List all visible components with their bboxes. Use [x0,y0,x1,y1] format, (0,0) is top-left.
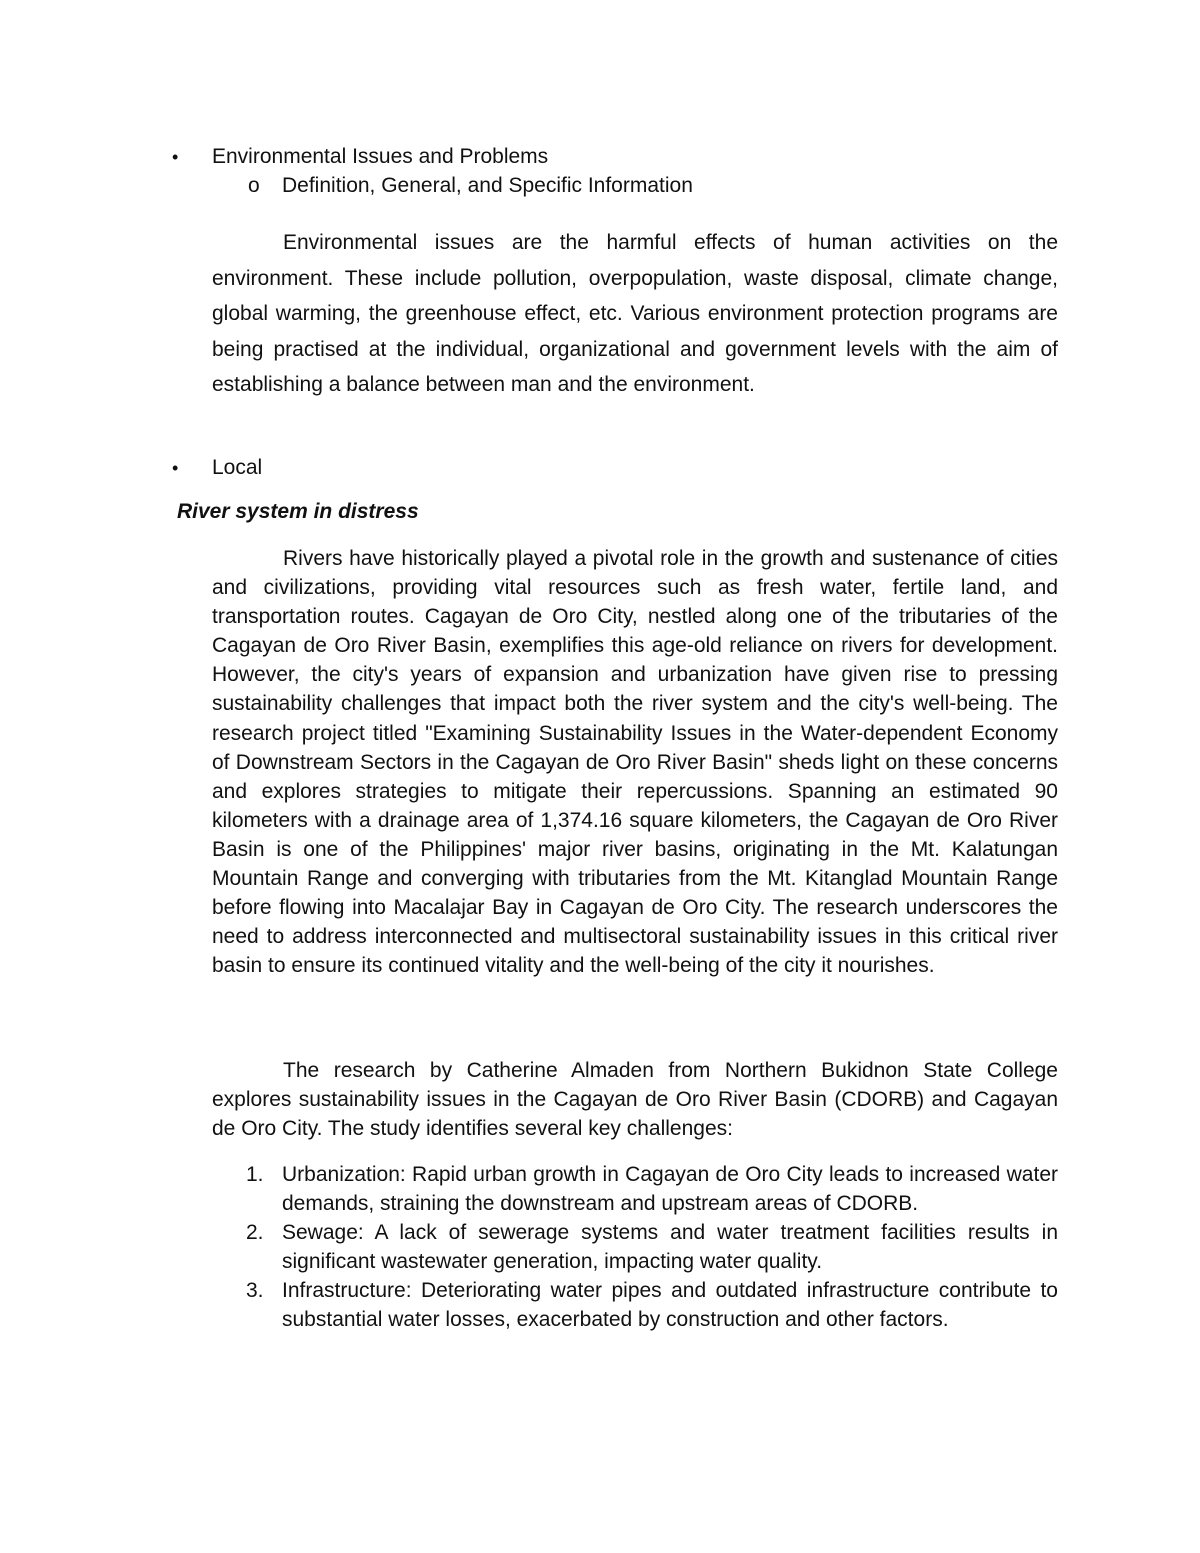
outline-bullet-environmental-issues [172,142,1062,172]
list-item-number: 3. [246,1279,264,1303]
definition-paragraph: Environmental issues are the harmful effects of human activities on the environment. These include pollution, overpopulation, waste disposal, climate change, global warming, the greenhouse effect, etc. Various environment protection programs are being practised at the individual, organizational and government levels with the aim of establishing a balance between man and the environment. [212,231,1058,397]
body-paragraph-river-system: Rivers have historically played a pivotal role in the growth and sustenance of cities and civilizations, providing vital resources such as fresh water, fertile land, and transportation routes. Cagayan de Oro City, nestled along one of the tributaries of the Cagayan de Oro River Basin, exemplifies this age-old reliance on rivers for development. However, the city's years of expansion and urbanization have given rise to pressing sustainability challenges that impact both the river system and the city's well-being. The research project titled "Examining Sustainability Issues in the Water-dependent Economy of Downstream Sectors in the Cagayan de Oro River Basin" sheds light on these concerns and explores strategies to mitigate their repercussions. Spanning an estimated 90 kilometers with a drainage area of 1,374.16 square kilometers, the Cagayan de Oro River Basin is one of the Philippines' major river basins, originating in the Mt. Kalatungan Mountain Range and converging with tributaries from the Mt. Kitanglad Mountain Range before flowing into Macalajar Bay in Cagayan de Oro City. The research underscores the need to address interconnected and multisectoral sustainability issues in this critical river basin to ensure its continued vitality and the well-being of the city it nourishes. [212,547,1058,978]
list-item-number: 2. [246,1221,264,1245]
list-item-text: Sewage: A lack of sewerage systems and water treatment facilities results in significant wastewater generation, impacting water quality. [282,1221,1058,1274]
body-paragraph-research-summary: The research by Catherine Almaden from Northern Bukidnon State College explores sustainability issues in the Cagayan de Oro River Basin (CDORB) and Cagayan de Oro City. The study identifies several key challenges: [212,1059,1058,1141]
list-item-text: Urbanization: Rapid urban growth in Cagayan de Oro City leads to increased water demands, straining the downstream and upstream areas of CDORB. [282,1163,1058,1216]
bullet-marker: • [172,147,179,167]
bullet-label: Environmental Issues and Problems [212,145,549,168]
outline-bullet-local [172,453,1062,483]
bullet-marker: • [172,458,179,478]
outline-sub-bullet-definition [248,171,1068,201]
list-item-text: Infrastructure: Deteriorating water pipes and outdated infrastructure contribute to substantial water losses, exacerbated by construction and other factors. [282,1279,1058,1332]
list-item [212,1218,1058,1276]
list-item [212,1160,1058,1218]
sub-bullet-label: Definition, General, and Specific Information [282,174,693,197]
sub-bullet-marker: o [248,174,260,197]
list-item [212,1276,1058,1334]
bullet-label: Local [212,456,263,479]
section-heading: River system in distress [177,500,419,523]
list-item-number: 1. [246,1163,264,1186]
challenges-list [212,1160,1058,1335]
